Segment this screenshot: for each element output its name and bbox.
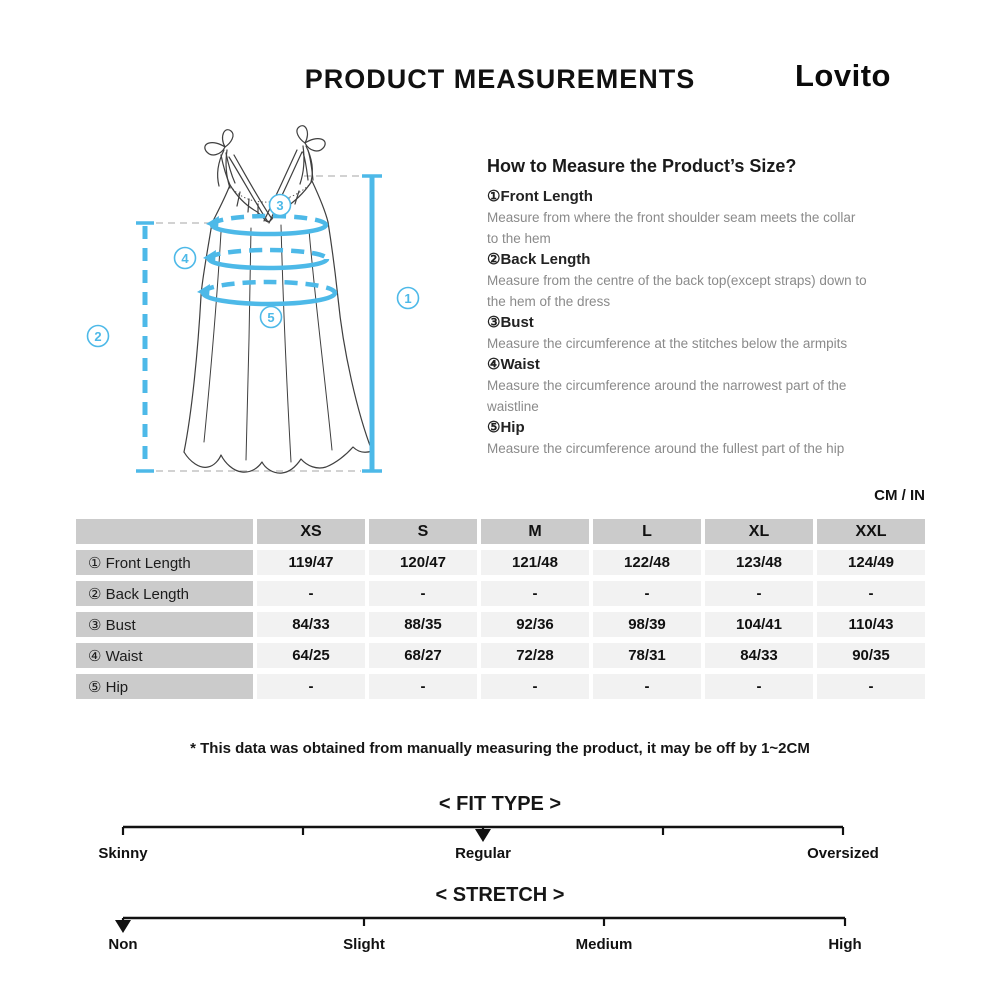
- page-title: PRODUCT MEASUREMENTS: [304, 64, 696, 94]
- table-corner-cell: [76, 519, 253, 544]
- table-cell: -: [481, 581, 589, 606]
- measure-item-heading: ②Back Length: [487, 251, 591, 268]
- table-cell: -: [817, 674, 925, 699]
- measure-item-back-length: [487, 249, 937, 312]
- table-cell: -: [257, 674, 365, 699]
- measure-item-heading: ③Bust: [487, 314, 534, 331]
- measure-item-front-length: [487, 186, 937, 249]
- measure-item-hip: [487, 417, 937, 459]
- table-cell: 68/27: [369, 643, 477, 668]
- measure-item-line: Measure from the centre of the back top(except straps) down to: [487, 273, 867, 288]
- measure-item-line: waistline: [487, 399, 539, 414]
- table-row: [76, 612, 925, 637]
- table-row: [76, 581, 925, 606]
- table-cell: -: [369, 674, 477, 699]
- measure-item-heading: ⑤Hip: [487, 419, 525, 436]
- table-header-s: S: [369, 519, 477, 544]
- measure-item-waist: [487, 354, 937, 417]
- row-label-hip: ⑤ Hip: [76, 674, 253, 699]
- stretch-label-slight: Slight: [343, 936, 385, 953]
- fit-type-scale: [0, 818, 1000, 868]
- measure-item-line: the hem of the dress: [487, 294, 611, 309]
- fit-label-skinny: Skinny: [98, 845, 148, 862]
- table-cell: 84/33: [257, 612, 365, 637]
- leader-lines: [156, 176, 361, 471]
- table-cell: 92/36: [481, 612, 589, 637]
- stretch-label-non: Non: [108, 936, 138, 953]
- stretch-label-medium: Medium: [575, 936, 633, 953]
- table-cell: 98/39: [593, 612, 701, 637]
- stretch-indicator: [115, 920, 131, 933]
- marker-front-length: 1: [404, 291, 412, 306]
- table-cell: 120/47: [369, 550, 477, 575]
- table-cell: -: [817, 581, 925, 606]
- units-label: CM / IN: [874, 487, 925, 504]
- measurement-disclaimer: * This data was obtained from manually measuring the product, it may be off by 1~2CM: [190, 740, 810, 757]
- table-cell: 78/31: [593, 643, 701, 668]
- table-cell: -: [257, 581, 365, 606]
- table-cell: 122/48: [593, 550, 701, 575]
- fit-type-title: < FIT TYPE >: [438, 793, 562, 815]
- table-header-xs: XS: [257, 519, 365, 544]
- table-cell: 110/43: [817, 612, 925, 637]
- fit-label-regular: Regular: [455, 845, 511, 862]
- table-cell: -: [705, 674, 813, 699]
- how-to-measure-section: [487, 156, 937, 459]
- dress-measurement-diagram: [80, 110, 480, 490]
- brand-logo: Lovito: [795, 58, 891, 93]
- table-header-m: M: [481, 519, 589, 544]
- table-row: [76, 550, 925, 575]
- marker-bust: 3: [276, 198, 284, 213]
- table-cell: 84/33: [705, 643, 813, 668]
- table-cell: 119/47: [257, 550, 365, 575]
- measure-item-line: Measure the circumference at the stitches below the armpits: [487, 336, 848, 351]
- row-label-waist: ④ Waist: [76, 643, 253, 668]
- measure-item-bust: [487, 312, 937, 354]
- table-row: [76, 674, 925, 699]
- table-cell: 72/28: [481, 643, 589, 668]
- table-cell: 88/35: [369, 612, 477, 637]
- table-header-xl: XL: [705, 519, 813, 544]
- marker-back-length: 2: [94, 329, 102, 344]
- table-cell: 64/25: [257, 643, 365, 668]
- table-header-xxl: XXL: [817, 519, 925, 544]
- table-cell: 104/41: [705, 612, 813, 637]
- row-label-front-length: ① Front Length: [76, 550, 253, 575]
- table-row: [76, 643, 925, 668]
- row-label-back-length: ② Back Length: [76, 581, 253, 606]
- measure-item-heading: ①Front Length: [487, 188, 593, 205]
- table-cell: 124/49: [817, 550, 925, 575]
- marker-waist: 4: [181, 251, 189, 266]
- measurement-overlays: [136, 176, 382, 471]
- table-cell: -: [593, 581, 701, 606]
- measure-item-line: to the hem: [487, 231, 551, 246]
- table-cell: -: [593, 674, 701, 699]
- stretch-scale: [0, 909, 1000, 959]
- stretch-label-high: High: [828, 936, 862, 953]
- table-cell: -: [705, 581, 813, 606]
- table-cell: 90/35: [817, 643, 925, 668]
- measure-item-line: Measure the circumference around the narrowest part of the: [487, 378, 847, 393]
- measurements-table: [72, 513, 929, 705]
- table-cell: 123/48: [705, 550, 813, 575]
- table-cell: -: [369, 581, 477, 606]
- measure-item-heading: ④Waist: [487, 356, 540, 373]
- measure-item-line: Measure from where the front shoulder seam meets the collar: [487, 210, 856, 225]
- marker-hip: 5: [267, 310, 275, 325]
- table-cell: 121/48: [481, 550, 589, 575]
- table-cell: -: [481, 674, 589, 699]
- measure-item-line: Measure the circumference around the fullest part of the hip: [487, 441, 845, 456]
- table-header-row: [76, 519, 925, 544]
- stretch-title: < STRETCH >: [435, 884, 565, 906]
- fit-label-oversized: Oversized: [807, 845, 879, 862]
- row-label-bust: ③ Bust: [76, 612, 253, 637]
- how-to-title: How to Measure the Product’s Size?: [487, 156, 797, 176]
- fit-type-indicator: [475, 829, 491, 842]
- table-header-l: L: [593, 519, 701, 544]
